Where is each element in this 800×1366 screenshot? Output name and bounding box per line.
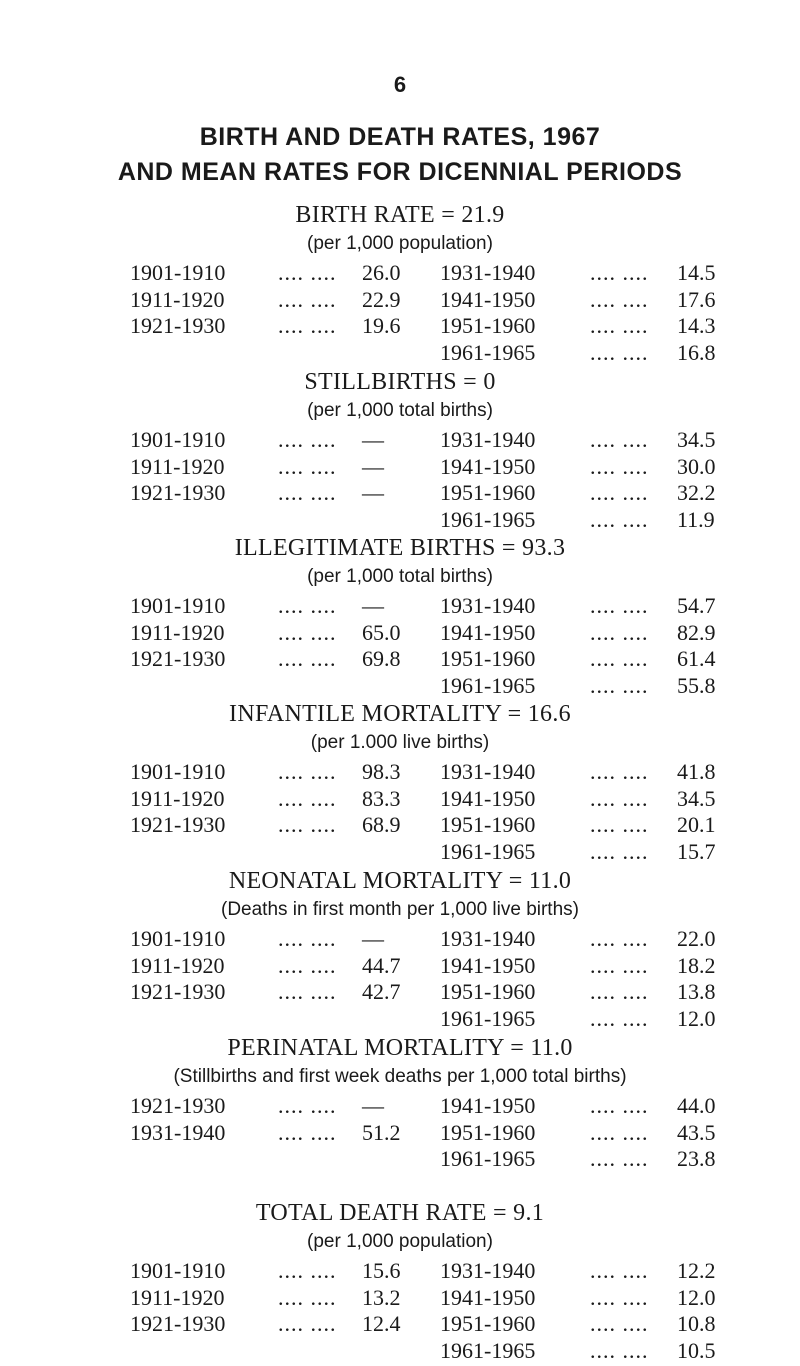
leader-dots: .... .... [278, 286, 337, 312]
period-label: 1921-1930 [130, 1311, 226, 1336]
period-label: 1941-1950 [440, 785, 536, 811]
leader-dots: .... .... [278, 1093, 337, 1118]
period-label: 1911-1920 [130, 286, 225, 312]
document-subtitle: AND MEAN RATES FOR DICENNIAL PERIODS [117, 158, 683, 186]
period-label: 1911-1920 [130, 453, 225, 479]
section-heading: NEONATAL MORTALITY = 11.0 [228, 868, 572, 894]
rate-value: 17.6 [677, 286, 716, 312]
period-label: 1931-1940 [130, 1119, 226, 1145]
section-subheading: (per 1.000 live births) [310, 732, 490, 753]
section-subheading: (Stillbirths and first week deaths per 1,000 total births) [173, 1066, 627, 1087]
rate-value: 32.2 [677, 480, 716, 505]
leader-dots: .... .... [590, 1005, 649, 1031]
period-label: 1931-1940 [440, 593, 536, 618]
period-label: 1911-1920 [130, 952, 225, 978]
leader-dots: .... .... [590, 1337, 649, 1363]
period-label: 1911-1920 [130, 1284, 225, 1310]
period-label: 1931-1940 [440, 427, 536, 452]
rate-value: 83.3 [362, 785, 401, 811]
rate-value: — [362, 926, 384, 951]
rate-value: 30.0 [677, 453, 716, 479]
rate-value: 55.8 [677, 672, 716, 698]
rate-value: 43.5 [677, 1119, 716, 1145]
leader-dots: .... .... [278, 1311, 337, 1336]
rate-value: — [362, 480, 384, 505]
rate-value: 16.8 [677, 339, 716, 365]
period-label: 1901-1910 [130, 427, 226, 452]
period-label: 1931-1940 [440, 926, 536, 951]
section-heading: STILLBIRTHS = 0 [304, 369, 496, 395]
period-label: 1941-1950 [440, 619, 536, 645]
leader-dots: .... .... [278, 593, 337, 618]
rate-value: 98.3 [362, 759, 401, 784]
period-label: 1961-1965 [440, 1005, 536, 1031]
period-label: 1921-1930 [130, 480, 226, 505]
leader-dots: .... .... [590, 593, 649, 618]
period-label: 1941-1950 [440, 286, 536, 312]
leader-dots: .... .... [590, 1311, 649, 1336]
document-title: BIRTH AND DEATH RATES, 1967 [199, 123, 601, 151]
period-label: 1951-1960 [440, 1311, 536, 1336]
period-label: 1941-1950 [440, 1284, 536, 1310]
leader-dots: .... .... [590, 952, 649, 978]
period-label: 1941-1950 [440, 1093, 536, 1118]
period-label: 1951-1960 [440, 979, 536, 1004]
section-heading: ILLEGITIMATE BIRTHS = 93.3 [234, 535, 566, 561]
rate-value: 11.9 [677, 506, 715, 532]
leader-dots: .... .... [278, 1119, 337, 1145]
leader-dots: .... .... [590, 785, 649, 811]
leader-dots: .... .... [278, 926, 337, 951]
period-label: 1931-1940 [440, 1258, 536, 1283]
leader-dots: .... .... [590, 672, 649, 698]
rate-value: 22.0 [677, 926, 716, 951]
rate-value: 65.0 [362, 619, 401, 645]
leader-dots: .... .... [278, 427, 337, 452]
rate-value: 44.0 [677, 1093, 716, 1118]
leader-dots: .... .... [590, 1119, 649, 1145]
period-label: 1951-1960 [440, 646, 536, 671]
period-label: 1901-1910 [130, 1258, 226, 1283]
leader-dots: .... .... [590, 453, 649, 479]
leader-dots: .... .... [590, 313, 649, 338]
rate-value: 18.2 [677, 952, 716, 978]
rate-value: 13.2 [362, 1284, 401, 1310]
period-label: 1921-1930 [130, 313, 226, 338]
period-label: 1931-1940 [440, 759, 536, 784]
section-heading: PERINATAL MORTALITY = 11.0 [227, 1035, 573, 1061]
rate-value: 10.5 [677, 1337, 716, 1363]
period-label: 1951-1960 [440, 313, 536, 338]
section-heading: TOTAL DEATH RATE = 9.1 [255, 1200, 545, 1226]
rate-value: 22.9 [362, 286, 401, 312]
period-label: 1961-1965 [440, 339, 536, 365]
rate-value: 44.7 [362, 952, 401, 978]
rate-value: 41.8 [677, 759, 716, 784]
rate-value: 23.8 [677, 1146, 716, 1171]
leader-dots: .... .... [590, 427, 649, 452]
rate-value: 10.8 [677, 1311, 716, 1336]
leader-dots: .... .... [278, 1258, 337, 1283]
period-label: 1961-1965 [440, 838, 536, 864]
leader-dots: .... .... [590, 926, 649, 951]
leader-dots: .... .... [590, 286, 649, 312]
period-label: 1941-1950 [440, 952, 536, 978]
leader-dots: .... .... [590, 812, 649, 837]
rate-value: 15.7 [677, 838, 716, 864]
period-label: 1951-1960 [440, 1119, 536, 1145]
rate-value: 68.9 [362, 812, 401, 837]
rate-value: 12.2 [677, 1258, 716, 1283]
leader-dots: .... .... [278, 812, 337, 837]
period-label: 1921-1930 [130, 812, 226, 837]
leader-dots: .... .... [590, 646, 649, 671]
period-label: 1961-1965 [440, 1337, 536, 1363]
section-heading: INFANTILE MORTALITY = 16.6 [229, 701, 571, 727]
section-subheading: (per 1,000 total births) [307, 400, 493, 421]
period-label: 1901-1910 [130, 593, 226, 618]
leader-dots: .... .... [590, 1258, 649, 1283]
rate-value: 12.0 [677, 1284, 716, 1310]
leader-dots: .... .... [590, 759, 649, 784]
period-label: 1951-1960 [440, 812, 536, 837]
leader-dots: .... .... [590, 506, 649, 532]
section-subheading: (per 1,000 total births) [307, 566, 493, 587]
period-label: 1901-1910 [130, 759, 226, 784]
leader-dots: .... .... [590, 838, 649, 864]
period-label: 1961-1965 [440, 672, 536, 698]
period-label: 1901-1910 [130, 260, 226, 285]
section-heading: BIRTH RATE = 21.9 [295, 202, 505, 228]
rate-value: 14.3 [677, 313, 716, 338]
rate-value: — [362, 593, 384, 618]
period-label: 1911-1920 [130, 785, 225, 811]
rate-value: 13.8 [677, 979, 716, 1004]
leader-dots: .... .... [590, 619, 649, 645]
rate-value: 42.7 [362, 979, 401, 1004]
rate-value: 14.5 [677, 260, 716, 285]
period-label: 1911-1920 [130, 619, 225, 645]
section-subheading: (Deaths in first month per 1,000 live births) [221, 899, 579, 920]
rate-value: — [362, 1093, 384, 1118]
period-label: 1921-1930 [130, 979, 226, 1004]
section-subheading: (per 1,000 population) [307, 233, 493, 254]
leader-dots: .... .... [590, 339, 649, 365]
rate-value: — [362, 427, 384, 452]
leader-dots: .... .... [278, 952, 337, 978]
page-number: 6 [393, 72, 407, 97]
rate-value: 20.1 [677, 812, 716, 837]
section-subheading: (per 1,000 population) [307, 1231, 493, 1252]
rate-value: 34.5 [677, 427, 716, 452]
leader-dots: .... .... [590, 1093, 649, 1118]
rate-value: — [362, 453, 384, 479]
period-label: 1961-1965 [440, 1146, 536, 1171]
period-label: 1931-1940 [440, 260, 536, 285]
leader-dots: .... .... [278, 260, 337, 285]
leader-dots: .... .... [590, 260, 649, 285]
leader-dots: .... .... [278, 453, 337, 479]
rate-value: 15.6 [362, 1258, 401, 1283]
leader-dots: .... .... [278, 979, 337, 1004]
period-label: 1901-1910 [130, 926, 226, 951]
leader-dots: .... .... [590, 1284, 649, 1310]
rate-value: 51.2 [362, 1119, 401, 1145]
rate-value: 34.5 [677, 785, 716, 811]
period-label: 1951-1960 [440, 480, 536, 505]
leader-dots: .... .... [590, 979, 649, 1004]
rate-value: 19.6 [362, 313, 401, 338]
leader-dots: .... .... [278, 785, 337, 811]
rate-value: 26.0 [362, 260, 401, 285]
leader-dots: .... .... [278, 480, 337, 505]
leader-dots: .... .... [278, 759, 337, 784]
rate-value: 69.8 [362, 646, 401, 671]
rate-value: 61.4 [677, 646, 716, 671]
leader-dots: .... .... [278, 1284, 337, 1310]
leader-dots: .... .... [278, 619, 337, 645]
period-label: 1961-1965 [440, 506, 536, 532]
rate-value: 12.4 [362, 1311, 401, 1336]
rate-value: 12.0 [677, 1005, 716, 1031]
rate-value: 54.7 [677, 593, 716, 618]
leader-dots: .... .... [278, 646, 337, 671]
period-label: 1941-1950 [440, 453, 536, 479]
leader-dots: .... .... [278, 313, 337, 338]
leader-dots: .... .... [590, 1146, 649, 1171]
period-label: 1921-1930 [130, 646, 226, 671]
leader-dots: .... .... [590, 480, 649, 505]
period-label: 1921-1930 [130, 1093, 226, 1118]
rate-value: 82.9 [677, 619, 716, 645]
